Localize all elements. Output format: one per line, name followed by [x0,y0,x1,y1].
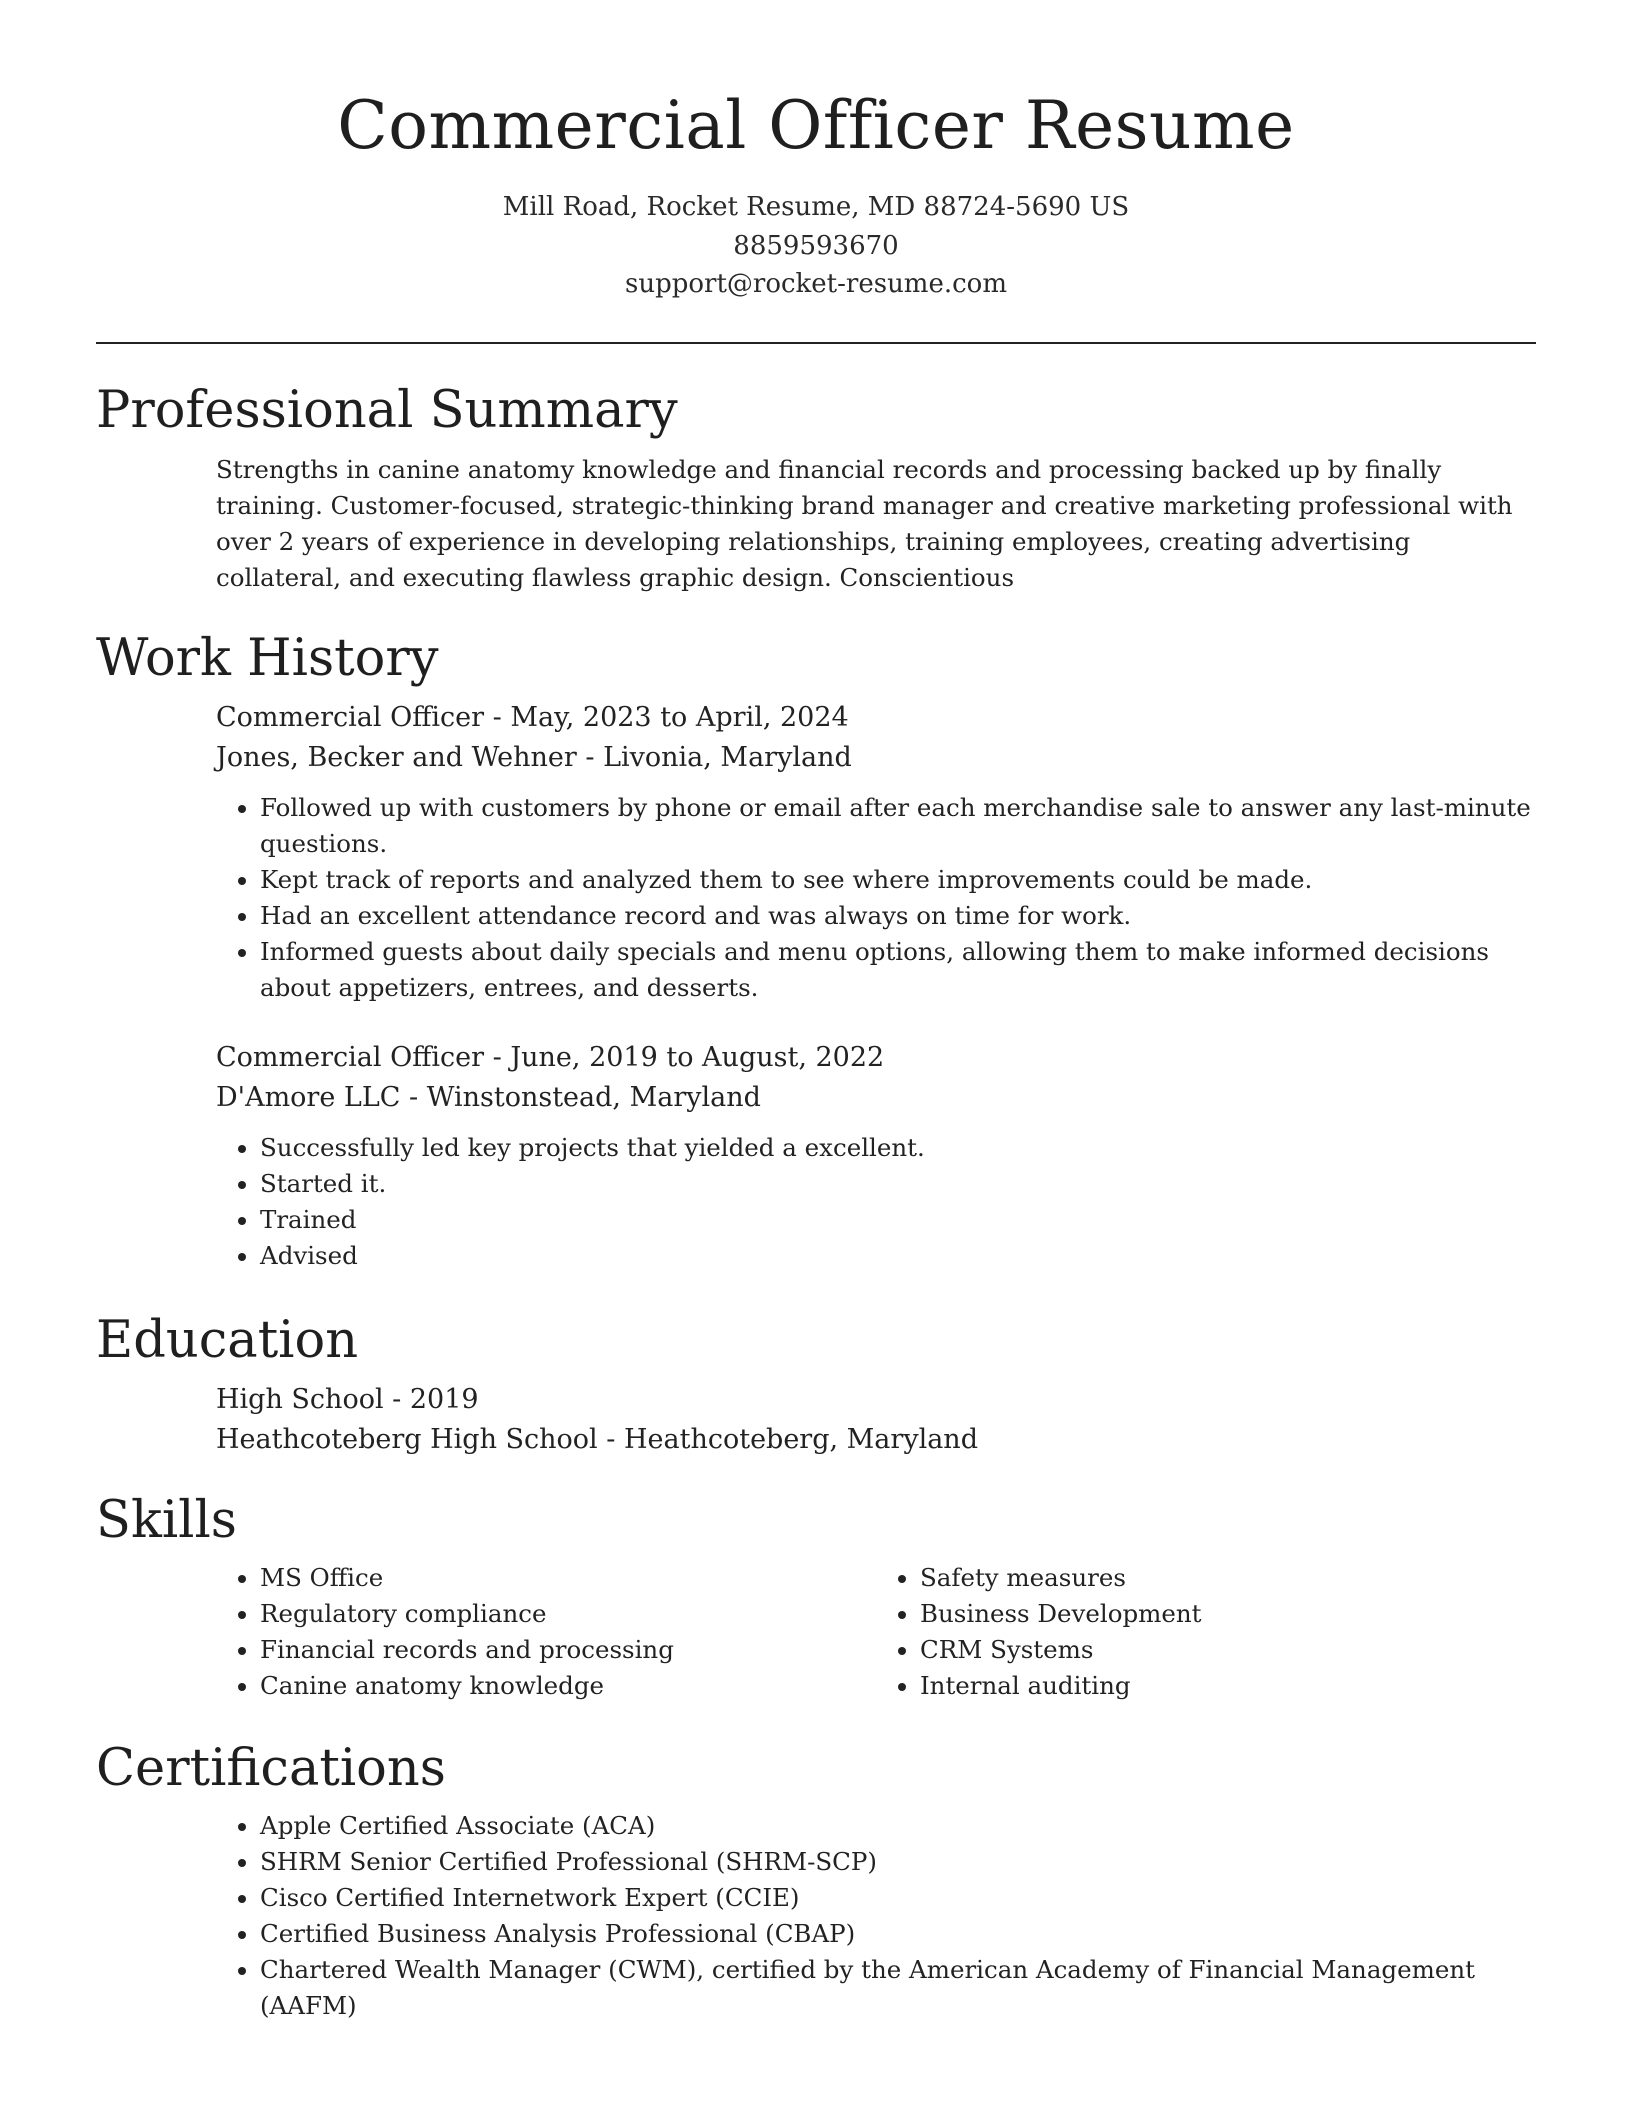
list-item: • Successfully led key projects that yielded a excellent. [260,1130,1536,1166]
education-school-line: Heathcoteberg High School - Heathcoteberg, Maryland [216,1424,978,1455]
list-item: • Internal auditing [920,1668,1536,1704]
job-bullets [216,790,1536,1006]
skills-grid [216,1560,1536,1704]
skills-section [96,1490,1536,1704]
list-item: • Certified Business Analysis Professional (CBAP) [260,1916,1536,1952]
list-item: • Canine anatomy knowledge [260,1668,876,1704]
list-item: • Safety measures [920,1560,1536,1596]
list-item: • Financial records and processing [260,1632,876,1668]
skills-heading: Skills [96,1491,237,1550]
contact-block [0,188,1632,304]
address-text: Mill Road, Rocket Resume, MD 88724-5690 US [502,192,1130,222]
skills-list-right [876,1560,1536,1704]
list-item: • Trained [260,1202,1536,1238]
resume-header [0,0,1632,304]
email-text: support@rocket-resume.com [624,269,1007,299]
list-item: • CRM Systems [920,1632,1536,1668]
list-item: • Had an excellent attendance record and was always on time for work. [260,898,1536,934]
job-role-line: Commercial Officer - June, 2019 to August, 2022 [216,1042,885,1073]
job-company-line: D'Amore LLC - Winstonstead, Maryland [216,1082,761,1113]
certifications-list [216,1808,1536,2024]
summary-text: Strengths in canine anatomy knowledge and financial records and processing backed up by finally training. Customer-focused, strategic-thinking brand manager and creative marketing professional with over 2 years of experience in developing relationships, training employees, creating advertising collateral, and executing flawless graphic design. Conscientious [216,455,1513,592]
list-item: • Cisco Certified Internetwork Expert (CCIE) [260,1880,1536,1916]
job-company-line: Jones, Becker and Wehner - Livonia, Maryland [216,742,852,773]
list-item: • Started it. [260,1166,1536,1202]
list-item: • Business Development [920,1596,1536,1632]
education-heading: Education [96,1311,359,1370]
list-item: • Advised [260,1238,1536,1274]
job-entry [216,698,1536,1006]
work-history-heading: Work History [96,629,439,688]
education-section [96,1310,1536,1460]
list-item: • Apple Certified Associate (ACA) [260,1808,1536,1844]
certifications-section [96,1738,1536,2024]
list-item: • Regulatory compliance [260,1596,876,1632]
job-bullets [216,1130,1536,1274]
certifications-heading: Certifications [96,1739,446,1798]
resume-title: Commercial Officer Resume [337,87,1295,164]
list-item: • SHRM Senior Certified Professional (SHRM-SCP) [260,1844,1536,1880]
list-item: • Kept track of reports and analyzed them to see where improvements could be made. [260,862,1536,898]
list-item: • Followed up with customers by phone or email after each merchandise sale to answer any last-minute questions. [260,790,1536,862]
work-history-section [96,628,1536,1274]
list-item: • Chartered Wealth Manager (CWM), certified by the American Academy of Financial Management (AAFM) [260,1952,1536,2024]
job-entry [216,1038,1536,1274]
education-degree-line: High School - 2019 [216,1384,479,1415]
list-item: • Informed guests about daily specials and menu options, allowing them to make informed decisions about appetizers, entrees, and desserts. [260,934,1536,1006]
summary-section [96,380,1536,596]
phone-text: 8859593670 [733,230,899,261]
summary-heading: Professional Summary [96,381,678,440]
skills-list-left [216,1560,876,1704]
header-divider [96,342,1536,344]
job-role-line: Commercial Officer - May, 2023 to April, 2024 [216,702,849,733]
list-item: • MS Office [260,1560,876,1596]
